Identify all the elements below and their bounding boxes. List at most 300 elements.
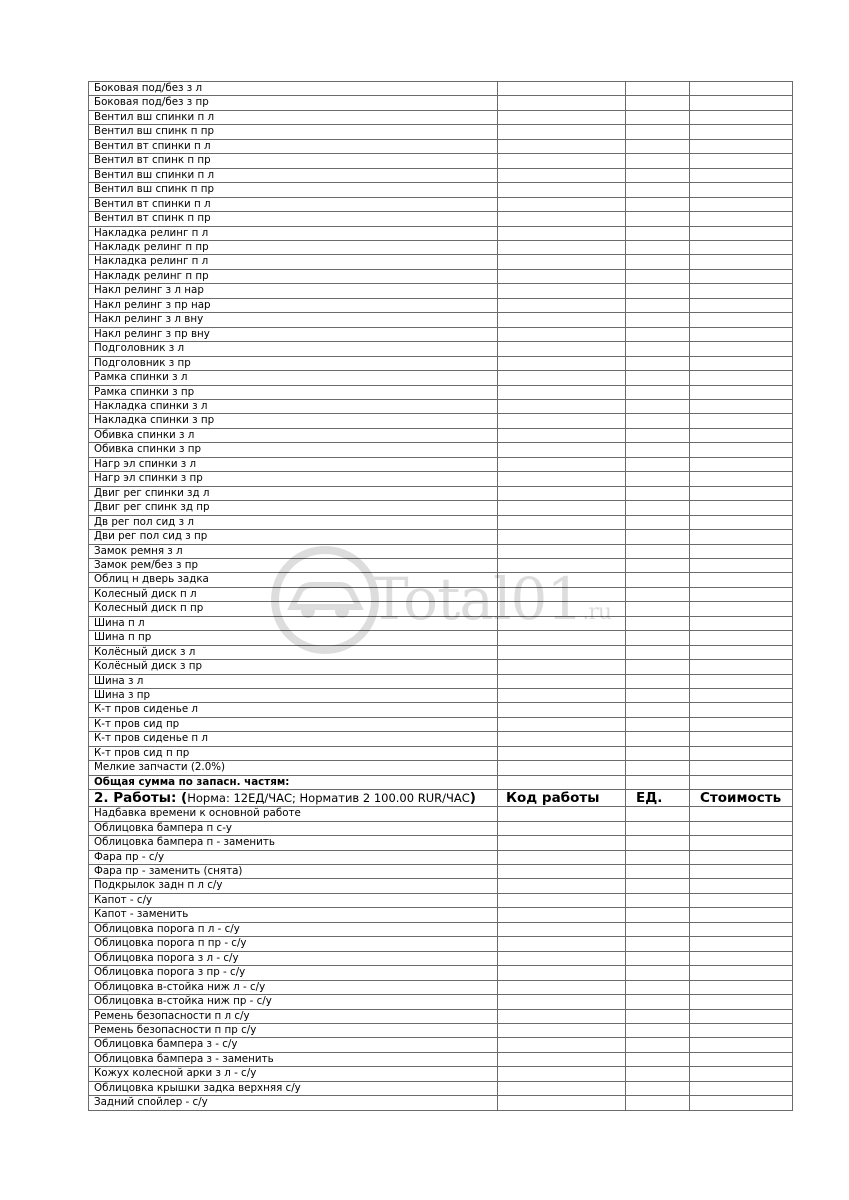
cell-cost: [690, 893, 793, 907]
cell-unit: [626, 908, 690, 922]
cell-unit: [626, 558, 690, 572]
row-description: Вентил вш спинк п пр: [89, 125, 498, 139]
cell-code: [498, 1009, 626, 1023]
cell-code: [498, 850, 626, 864]
cell-cost: [690, 761, 793, 775]
cell-unit: [626, 110, 690, 124]
work-row: [89, 821, 793, 835]
cell-unit: [626, 746, 690, 760]
cell-code: [498, 371, 626, 385]
cell-code: [498, 807, 626, 821]
row-description: Рамка спинки з пр: [89, 385, 498, 399]
cell-unit: [626, 125, 690, 139]
cell-unit: [626, 703, 690, 717]
cell-unit: [626, 717, 690, 731]
row-description: Надбавка времени к основной работе: [89, 807, 498, 821]
cell-unit: [626, 879, 690, 893]
work-row: [89, 995, 793, 1009]
cell-code: [498, 908, 626, 922]
cell-cost: [690, 746, 793, 760]
cell-unit: [626, 457, 690, 471]
cell-code: [498, 703, 626, 717]
cell-code: [498, 544, 626, 558]
row-description: К-т пров сиденье л: [89, 703, 498, 717]
cell-code: [498, 327, 626, 341]
cell-cost: [690, 850, 793, 864]
row-description: Фара пр - заменить (снята): [89, 865, 498, 879]
cell-unit: [626, 284, 690, 298]
cell-unit: [626, 226, 690, 240]
part-row: [89, 746, 793, 760]
row-description: Накл релинг з л нар: [89, 284, 498, 298]
work-row: [89, 922, 793, 936]
cell-code: [498, 298, 626, 312]
cell-unit: [626, 893, 690, 907]
part-row: [89, 616, 793, 630]
part-row: [89, 515, 793, 529]
row-description: Вентил вт спинк п пр: [89, 212, 498, 226]
cell-code: [498, 255, 626, 269]
cell-cost: [690, 544, 793, 558]
cell-code: [498, 385, 626, 399]
cell-cost: [690, 1024, 793, 1038]
cell-cost: [690, 356, 793, 370]
part-row: [89, 255, 793, 269]
work-row: [89, 1038, 793, 1052]
cell-code: [498, 761, 626, 775]
cell-cost: [690, 1009, 793, 1023]
works-section-header: [89, 790, 793, 807]
cell-code: [498, 1067, 626, 1081]
cell-cost: [690, 443, 793, 457]
part-row: [89, 414, 793, 428]
work-row: [89, 850, 793, 864]
cell-cost: [690, 980, 793, 994]
row-description: Кожух колесной арки з л - с/у: [89, 1067, 498, 1081]
work-row: [89, 951, 793, 965]
row-description: Нагр эл спинки з пр: [89, 472, 498, 486]
part-row: [89, 587, 793, 601]
cell-cost: [690, 703, 793, 717]
cell-cost: [690, 298, 793, 312]
cell-code: [498, 125, 626, 139]
cell-unit: [626, 428, 690, 442]
cell-unit: [626, 922, 690, 936]
part-row: [89, 110, 793, 124]
cell-cost: [690, 515, 793, 529]
cell-code: [498, 879, 626, 893]
cell-unit: [626, 544, 690, 558]
cell-cost: [690, 1096, 793, 1110]
cell-cost: [690, 1081, 793, 1095]
row-description: Обивка спинки з пр: [89, 443, 498, 457]
row-description: Накладка релинг п л: [89, 226, 498, 240]
row-description: Облиц н дверь задка: [89, 573, 498, 587]
row-description: Колесный диск п пр: [89, 602, 498, 616]
row-description: Облицовка порога п л - с/у: [89, 922, 498, 936]
row-description: Облицовка бампера з - заменить: [89, 1052, 498, 1066]
row-description: Облицовка в-стойка ниж пр - с/у: [89, 995, 498, 1009]
row-description: Облицовка крышки задка верхняя с/у: [89, 1081, 498, 1095]
cell-unit: [626, 154, 690, 168]
cell-code: [498, 951, 626, 965]
row-description: Задний спойлер - с/у: [89, 1096, 498, 1110]
part-row: [89, 674, 793, 688]
cell-unit: [626, 966, 690, 980]
cell-unit: [626, 313, 690, 327]
cell-cost: [690, 660, 793, 674]
cell-unit: [626, 1081, 690, 1095]
part-row: [89, 154, 793, 168]
cell-unit: [626, 371, 690, 385]
cell-unit: [626, 399, 690, 413]
row-description: Дв рег пол сид з л: [89, 515, 498, 529]
cell-unit: [626, 1038, 690, 1052]
cell-unit: [626, 183, 690, 197]
cell-unit: [626, 689, 690, 703]
cell-cost: [690, 472, 793, 486]
part-row: [89, 761, 793, 775]
cell-code: [498, 821, 626, 835]
cell-unit: [626, 240, 690, 254]
column-header-cost: Стоимость: [690, 790, 793, 807]
cell-unit: [626, 865, 690, 879]
row-description: Подголовник з л: [89, 342, 498, 356]
cell-code: [498, 183, 626, 197]
cell-unit: [626, 530, 690, 544]
cell-unit: [626, 1096, 690, 1110]
cell-code: [498, 1024, 626, 1038]
work-row: [89, 1009, 793, 1023]
part-row: [89, 197, 793, 211]
cell-cost: [690, 602, 793, 616]
cell-code: [498, 689, 626, 703]
cell-cost: [690, 139, 793, 153]
cell-cost: [690, 457, 793, 471]
parts-total: [89, 775, 793, 806]
work-row: [89, 1081, 793, 1095]
cell-code: [498, 313, 626, 327]
cell-cost: [690, 486, 793, 500]
parts-rows: [89, 82, 793, 776]
cell-cost: [690, 922, 793, 936]
cell-cost: [690, 313, 793, 327]
row-description: Капот - с/у: [89, 893, 498, 907]
row-description: Фара пр - с/у: [89, 850, 498, 864]
part-row: [89, 284, 793, 298]
cell-code: [498, 966, 626, 980]
cell-code: [498, 284, 626, 298]
row-description: Подголовник з пр: [89, 356, 498, 370]
cell-code: [498, 342, 626, 356]
cell-cost: [690, 371, 793, 385]
cell-cost: [690, 865, 793, 879]
cell-code: [498, 472, 626, 486]
row-description: Облицовка бампера п с-у: [89, 821, 498, 835]
cell-unit: [626, 443, 690, 457]
cell-code: [498, 775, 626, 789]
row-description: Накладка релинг п л: [89, 255, 498, 269]
cell-code: [498, 428, 626, 442]
cell-cost: [690, 212, 793, 226]
cell-code: [498, 937, 626, 951]
cell-unit: [626, 1052, 690, 1066]
row-description: Ремень безопасности п пр с/у: [89, 1024, 498, 1038]
cell-unit: [626, 850, 690, 864]
cell-unit: [626, 269, 690, 283]
cell-code: [498, 110, 626, 124]
cell-cost: [690, 399, 793, 413]
row-description: Подкрылок задн п л с/у: [89, 879, 498, 893]
row-description: Облицовка бампера п - заменить: [89, 836, 498, 850]
cell-code: [498, 922, 626, 936]
cell-code: [498, 1052, 626, 1066]
part-row: [89, 732, 793, 746]
row-description: Замок рем/без з пр: [89, 558, 498, 572]
cell-cost: [690, 1038, 793, 1052]
cell-cost: [690, 1067, 793, 1081]
cell-code: [498, 602, 626, 616]
cell-cost: [690, 284, 793, 298]
work-row: [89, 1096, 793, 1110]
cell-unit: [626, 1024, 690, 1038]
works-title-prefix: 2. Работы: (: [94, 790, 188, 807]
row-description: Накл релинг з пр вну: [89, 327, 498, 341]
cell-cost: [690, 96, 793, 110]
cell-unit: [626, 472, 690, 486]
cell-code: [498, 732, 626, 746]
cell-cost: [690, 183, 793, 197]
works-norm: Норма: 12ЕД/ЧАС; Норматив 2 100.00 RUR/ЧАС: [187, 791, 470, 806]
cell-code: [498, 501, 626, 515]
part-row: [89, 96, 793, 110]
cell-cost: [690, 951, 793, 965]
part-row: [89, 212, 793, 226]
row-description: Вентил вт спинк п пр: [89, 154, 498, 168]
cell-cost: [690, 530, 793, 544]
cell-cost: [690, 836, 793, 850]
work-row: [89, 980, 793, 994]
part-row: [89, 327, 793, 341]
work-row: [89, 1067, 793, 1081]
row-description: Колесный диск п л: [89, 587, 498, 601]
row-description: Накл релинг з л вну: [89, 313, 498, 327]
row-description: Обивка спинки з л: [89, 428, 498, 442]
cell-code: [498, 558, 626, 572]
part-row: [89, 689, 793, 703]
cell-cost: [690, 1052, 793, 1066]
cell-code: [498, 1081, 626, 1095]
cell-unit: [626, 1067, 690, 1081]
cell-cost: [690, 966, 793, 980]
cell-code: [498, 717, 626, 731]
part-row: [89, 385, 793, 399]
cell-unit: [626, 96, 690, 110]
cell-code: [498, 995, 626, 1009]
row-description: Шина з пр: [89, 689, 498, 703]
cell-code: [498, 197, 626, 211]
row-description: Колёсный диск з л: [89, 645, 498, 659]
cell-unit: [626, 139, 690, 153]
cell-code: [498, 240, 626, 254]
part-row: [89, 717, 793, 731]
cell-cost: [690, 775, 793, 789]
cell-cost: [690, 645, 793, 659]
cell-unit: [626, 255, 690, 269]
row-description: Нагр эл спинки з л: [89, 457, 498, 471]
work-row: [89, 1024, 793, 1038]
row-description: Накл релинг з пр нар: [89, 298, 498, 312]
cell-code: [498, 515, 626, 529]
row-description: К-т пров сид п пр: [89, 746, 498, 760]
row-description: Облицовка порога з пр - с/у: [89, 966, 498, 980]
cell-cost: [690, 631, 793, 645]
cell-unit: [626, 660, 690, 674]
part-row: [89, 428, 793, 442]
row-description: Боковая под/без з пр: [89, 96, 498, 110]
work-row: [89, 879, 793, 893]
work-row: [89, 893, 793, 907]
cell-unit: [626, 980, 690, 994]
row-description: Шина п л: [89, 616, 498, 630]
work-row: [89, 937, 793, 951]
row-description: Накладк релинг п пр: [89, 269, 498, 283]
part-row: [89, 125, 793, 139]
cell-code: [498, 154, 626, 168]
cell-cost: [690, 154, 793, 168]
part-row: [89, 139, 793, 153]
column-header-code: Код работы: [498, 790, 626, 807]
work-row: [89, 807, 793, 821]
cell-cost: [690, 732, 793, 746]
cell-unit: [626, 775, 690, 789]
cell-code: [498, 746, 626, 760]
row-description: Вентил вт спинки п л: [89, 139, 498, 153]
part-row: [89, 240, 793, 254]
cell-cost: [690, 342, 793, 356]
work-row: [89, 836, 793, 850]
part-row: [89, 226, 793, 240]
part-row: [89, 183, 793, 197]
cell-cost: [690, 689, 793, 703]
cell-cost: [690, 908, 793, 922]
cell-unit: [626, 674, 690, 688]
cell-code: [498, 530, 626, 544]
part-row: [89, 486, 793, 500]
cell-code: [498, 414, 626, 428]
row-description: Накладк релинг п пр: [89, 240, 498, 254]
cell-unit: [626, 414, 690, 428]
cell-code: [498, 1038, 626, 1052]
row-description: Двиг рег спинк зд пр: [89, 501, 498, 515]
cell-unit: [626, 385, 690, 399]
cell-cost: [690, 616, 793, 630]
cell-code: [498, 980, 626, 994]
cell-cost: [690, 501, 793, 515]
cell-code: [498, 865, 626, 879]
cell-code: [498, 486, 626, 500]
row-description: Замок ремня з л: [89, 544, 498, 558]
row-description: Накладка спинки з пр: [89, 414, 498, 428]
cell-unit: [626, 168, 690, 182]
part-row: [89, 443, 793, 457]
row-description: Вентил вт спинки п л: [89, 197, 498, 211]
cell-cost: [690, 821, 793, 835]
part-row: [89, 168, 793, 182]
cell-code: [498, 674, 626, 688]
works-title-suffix: ): [469, 790, 476, 807]
row-description: Облицовка в-стойка ниж л - с/у: [89, 980, 498, 994]
row-description: Двиг рег спинки зд л: [89, 486, 498, 500]
part-row: [89, 501, 793, 515]
cell-unit: [626, 298, 690, 312]
row-description: Колёсный диск з пр: [89, 660, 498, 674]
part-row: [89, 269, 793, 283]
cell-unit: [626, 515, 690, 529]
cell-unit: [626, 761, 690, 775]
row-description: Мелкие запчасти (2.0%): [89, 761, 498, 775]
cell-code: [498, 212, 626, 226]
cell-cost: [690, 879, 793, 893]
row-description: К-т пров сид пр: [89, 717, 498, 731]
part-row: [89, 602, 793, 616]
cell-cost: [690, 428, 793, 442]
cell-unit: [626, 836, 690, 850]
cell-unit: [626, 587, 690, 601]
cell-cost: [690, 674, 793, 688]
cell-cost: [690, 226, 793, 240]
cell-code: [498, 96, 626, 110]
cell-cost: [690, 573, 793, 587]
part-row: [89, 313, 793, 327]
part-row: [89, 472, 793, 486]
part-row: [89, 573, 793, 587]
cell-unit: [626, 732, 690, 746]
cell-code: [498, 139, 626, 153]
cell-cost: [690, 197, 793, 211]
cell-code: [498, 587, 626, 601]
row-description: Вентил вш спинк п пр: [89, 183, 498, 197]
cell-unit: [626, 327, 690, 341]
cell-code: [498, 645, 626, 659]
work-row: [89, 908, 793, 922]
cell-cost: [690, 385, 793, 399]
part-row: [89, 356, 793, 370]
row-description: Рамка спинки з л: [89, 371, 498, 385]
estimate-sheet: [88, 81, 792, 1111]
works-section-title: [89, 790, 498, 807]
cell-cost: [690, 937, 793, 951]
row-description: Вентил вш спинки п л: [89, 168, 498, 182]
work-row: [89, 865, 793, 879]
cell-unit: [626, 501, 690, 515]
cell-code: [498, 399, 626, 413]
part-row: [89, 371, 793, 385]
cell-cost: [690, 807, 793, 821]
cell-cost: [690, 558, 793, 572]
parts-total-label: Общая сумма по запасн. частям:: [89, 775, 498, 789]
cell-cost: [690, 255, 793, 269]
estimate-table: [88, 81, 793, 1111]
part-row: [89, 342, 793, 356]
row-description: Облицовка порога з л - с/у: [89, 951, 498, 965]
part-row: [89, 82, 793, 96]
parts-total-row: [89, 775, 793, 789]
cell-unit: [626, 616, 690, 630]
cell-code: [498, 893, 626, 907]
row-description: Дви рег пол сид з пр: [89, 530, 498, 544]
cell-unit: [626, 82, 690, 96]
